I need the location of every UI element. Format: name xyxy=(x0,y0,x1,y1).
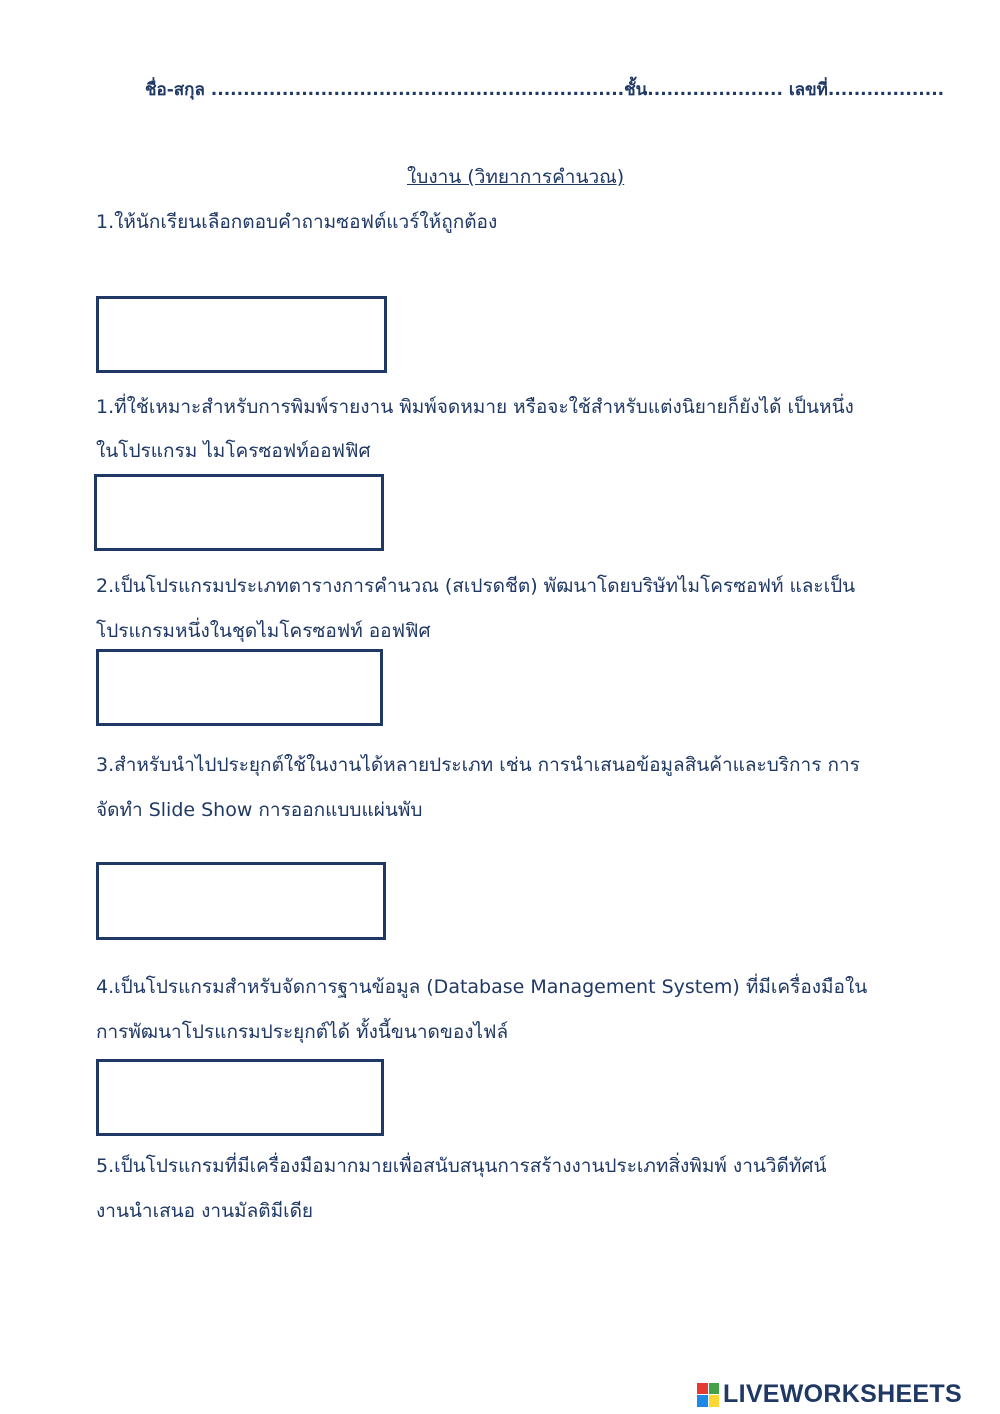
question-5-line-2: งานนำเสนอ งานมัลติมีเดีย xyxy=(96,1200,314,1222)
question-4-line-2: การพัฒนาโปรแกรมประยุกต์ได้ ทั้งนี้ขนาดของไฟล์ xyxy=(96,1021,509,1043)
answer-box-3[interactable] xyxy=(96,649,383,726)
question-2-line-1: 2.เป็นโปรแกรมประเภทตารางการคำนวณ (สเปรดชีต) พัฒนาโดยบริษัทไมโครซอฟท์ และเป็น xyxy=(96,575,856,597)
question-3-line-1: 3.สำหรับนำไปประยุกต์ใช้ในงานได้หลายประเภท เช่น การนำเสนอข้อมูลสินค้าและบริการ การ xyxy=(96,754,860,776)
liveworksheets-logo xyxy=(697,1380,962,1409)
question-3-line-2: จัดทำ Slide Show การออกแบบแผ่นพับ xyxy=(96,799,423,821)
liveworksheets-logo-icon xyxy=(697,1383,719,1407)
answer-box-2[interactable] xyxy=(94,474,384,551)
question-1-line-2: ในโปรแกรม ไมโครซอฟท์ออฟฟิศ xyxy=(96,440,371,462)
liveworksheets-logo-text: LIVEWORKSHEETS xyxy=(723,1380,962,1408)
answer-box-1[interactable] xyxy=(96,296,387,373)
header-name-line: ชื่อ-สกุล ................................................................ชั้น..................... เลขที่.................. xyxy=(145,80,945,100)
question-4-line-1: 4.เป็นโปรแกรมสำหรับจัดการฐานข้อมูล (Database Management System) ที่มีเครื่องมือใน xyxy=(96,976,868,998)
answer-box-5[interactable] xyxy=(96,1059,384,1136)
answer-box-4[interactable] xyxy=(96,862,386,940)
question-5-line-1: 5.เป็นโปรแกรมที่มีเครื่องมือมากมายเพื่อสนับสนุนการสร้างงานประเภทสิ่งพิมพ์ งานวิดีทัศน์ xyxy=(96,1155,827,1177)
worksheet-title: ใบงาน (วิทยาการคำนวณ) xyxy=(407,166,625,188)
question-1-line-1: 1.ที่ใช้เหมาะสำหรับการพิมพ์รายงาน พิมพ์จดหมาย หรือจะใช้สำหรับแต่งนิยายก็ยังได้ เป็นหนึ่ง xyxy=(96,396,854,418)
question-2-line-2: โปรแกรมหนึ่งในชุดไมโครซอฟท์ ออฟฟิศ xyxy=(96,620,431,642)
instruction-text: 1.ให้นักเรียนเลือกตอบคำถามซอฟต์แวร์ให้ถูกต้อง xyxy=(96,211,498,233)
